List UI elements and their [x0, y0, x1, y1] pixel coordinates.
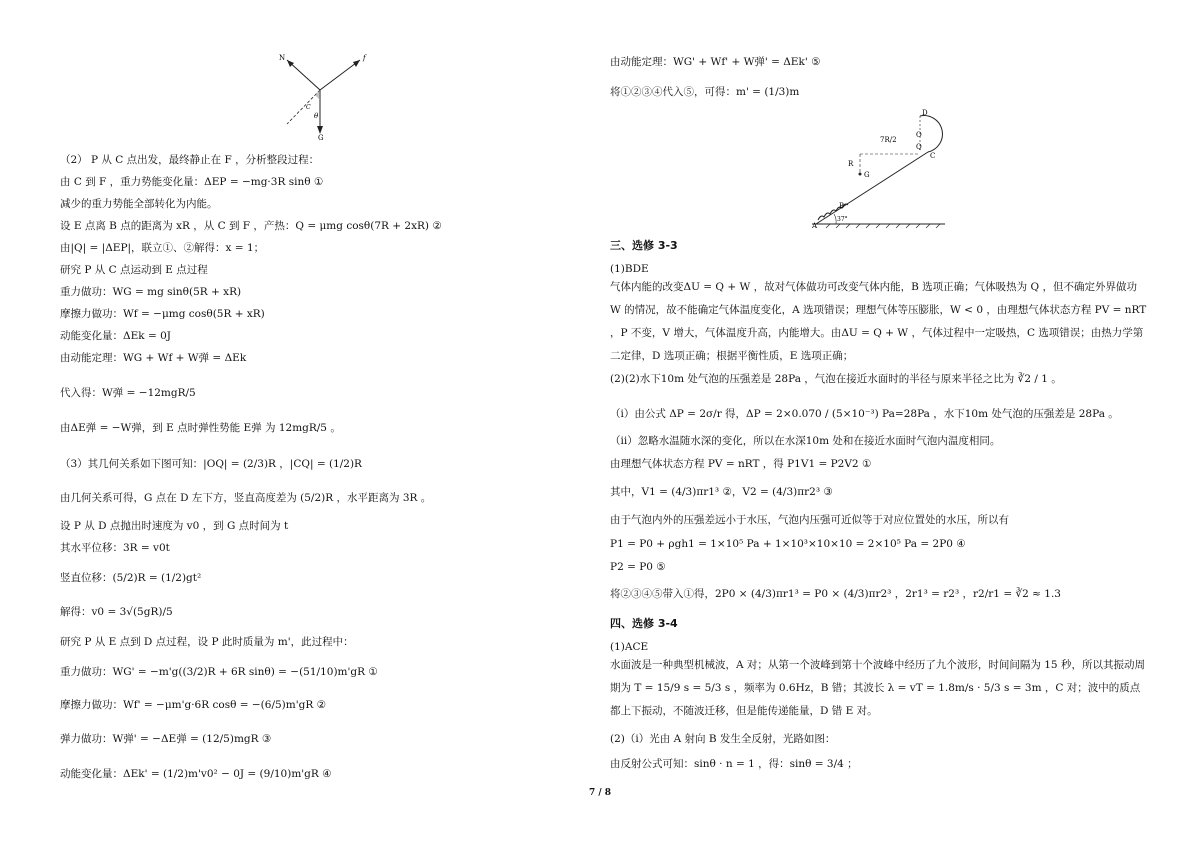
- text-line: （i）由公式 ΔP = 2σ/r 得，ΔP = 2×0.070 / (5×10⁻³) Pa=28Pa ，水下10m 处气泡的压强差是 28Pa 。: [610, 408, 1119, 420]
- text-line: 由于气泡内外的压强差远小于水压，气泡内压强可近似等于对应位置处的水压，所以有: [610, 514, 1009, 526]
- text-line: 设 P 从 D 点抛出时速度为 v0 ，到 G 点时间为 t: [60, 520, 289, 532]
- text-line: 由动能定理：WG' + Wf' + W弹' = ΔEk' ⑤: [610, 56, 821, 68]
- text-line: 研究 P 从 E 点到 D 点过程，设 P 此时质量为 m'，此过程中：: [60, 636, 354, 648]
- text-line: 摩擦力做功：Wf = −μmg cosθ(5R + xR): [60, 308, 265, 320]
- text-line: 由|Q| = |ΔEP|，联立①、②解得：x = 1；: [60, 242, 265, 254]
- text-line: 代入得：W弹 = −12mgR/5: [60, 387, 196, 399]
- answer-line: (1)BDE: [610, 263, 649, 275]
- text-line: 竖直位移：(5/2)R = (1/2)gt²: [60, 572, 202, 584]
- text-line: 摩擦力做功：Wf' = −μm'g·6R cosθ = −(6/5)m'gR ②: [60, 699, 326, 711]
- text-line: 由几何关系可得，G 点在 D 左下方，竖直高度差为 (5/2)R ，水平距离为 3R 。: [60, 492, 432, 504]
- text-line: （2） P 从 C 点出发，最终静止在 F ，分析整段过程：: [60, 154, 320, 166]
- label-a: A: [812, 222, 818, 230]
- label-r: R: [848, 160, 854, 168]
- answer-line: (1)ACE: [610, 641, 649, 653]
- label-c: C: [306, 104, 311, 111]
- text-line: 其水平位移：3R = v0t: [60, 542, 170, 554]
- label-n: N: [279, 54, 286, 62]
- label-o: O: [916, 131, 922, 139]
- label-f: f: [363, 54, 366, 62]
- text-line: （3）其几何关系如下图可知：|OQ| = (2/3)R ，|CQ| = (1/2)R: [60, 458, 362, 470]
- text-line: 动能变化量：ΔEk' = (1/2)m'v0² − 0J = (9/10)m'gR ④: [60, 768, 332, 780]
- label-q: Q: [916, 143, 922, 151]
- text-line: 动能变化量：ΔEk = 0J: [60, 330, 171, 342]
- section-title-3-3: 三、选修 3-3: [610, 239, 678, 252]
- label-g: G: [318, 134, 324, 142]
- label-c: C: [930, 152, 936, 160]
- force-diagram-figure: [275, 52, 395, 142]
- text-line: 弹力做功：W弹' = −ΔE弹 = (12/5)mgR ③: [60, 733, 272, 745]
- text-line: 解得：v0 = 3√(5gR)/5: [60, 606, 173, 618]
- text-line: 设 E 点离 B 点的距离为 xR ，从 C 到 F ，产热：Q = μmg cosθ(7R + 2xR) ②: [60, 220, 442, 232]
- label-angle: 37°: [837, 216, 848, 223]
- text-line: 由 C 到 F ，重力势能变化量：ΔEP = −mg·3R sinθ ①: [60, 176, 324, 188]
- text-line: 由反射公式可知：sinθ · n = 1 ，得：sinθ = 3/4 ；: [610, 758, 858, 770]
- text-line: 将②③④⑤带入①得，2P0 × (4/3)πr1³ = P0 × (4/3)πr2³ ，2r1³ = r2³ ，r2/r1 = ∛2 ≈ 1.3: [610, 588, 1061, 600]
- text-line: P1 = P0 + ρgh1 = 1×10⁵ Pa + 1×10³×10×10 = 2×10⁵ Pa = 2P0 ④: [610, 538, 966, 550]
- page-number: 7 / 8: [588, 788, 612, 798]
- paragraph-3-4: 水面波是一种典型机械波，A 对；从第一个波峰到第十个波峰中经历了九个波形，时间间隔为 15 秒，所以其振动周期为 T = 15/9 s = 5/3 s ，频率为 0.6Hz，B 错；其波长 λ = vT = 1.8m/s · 5/3 s = 3m ，C 对；波中的质点都上下振动，不随波迁移，但是能传递能量，D 错 E 对。: [610, 659, 1145, 717]
- label-7r-over-2: 7R/2: [880, 136, 897, 144]
- text-line: 其中，V1 = (4/3)πr1³ ②，V2 = (4/3)πr2³ ③: [610, 486, 833, 498]
- text-line: 由ΔE弹 = −W弹，到 E 点时弹性势能 E弹 为 12mgR/5 。: [60, 422, 341, 434]
- text-line: 将①②③④代入⑤，可得：m' = (1/3)m: [610, 86, 800, 98]
- paragraph-3-3: 气体内能的改变ΔU = Q + W ，故对气体做功可改变气体内能，B 选项正确；气体吸热为 Q ，但不确定外界做功 W 的情况，故不能确定气体温度变化，A 选项错误；理想气体等压膨胀，W < 0 ，由理想气体状态方程 PV = nRT ，P 不变，V 增大，气体温度升高，内能增大。由ΔU = Q + W ，气体过程中一定吸热，C 选项错误；由热力学第二定律，D 选项正确；根据平衡性质，E 选项正确；: [610, 281, 1147, 362]
- label-d: D: [922, 109, 928, 117]
- text-line: 由理想气体状态方程 PV = nRT ，得 P1V1 = P2V2 ①: [610, 458, 872, 470]
- text-line: 重力做功：WG = mg sinθ(5R + xR): [60, 286, 242, 298]
- label-b: B: [839, 202, 845, 210]
- incline-track-figure: [810, 104, 960, 234]
- label-g: G: [864, 171, 870, 179]
- label-theta: θ: [314, 112, 319, 120]
- text-line: P2 = P0 ⑤: [610, 561, 666, 573]
- text-line: 重力做功：WG' = −m'g((3/2)R + 6R sinθ) = −(51/10)m'gR ①: [60, 666, 378, 678]
- text-line: 由动能定理：WG + Wf + W弹 = ΔEk: [60, 352, 247, 364]
- section-title-3-4: 四、选修 3-4: [610, 617, 678, 630]
- text-line: （ii）忽略水温随水深的变化，所以在水深10m 处和在接近水面时气泡内温度相同。: [610, 435, 1001, 447]
- text-line: (2)(2)水下10m 处气泡的压强差是 28Pa ，气泡在接近水面时的半径与原来半径之比为 ∛2 / 1 。: [610, 373, 1062, 385]
- text-line: 减少的重力势能全部转化为内能。: [60, 198, 218, 210]
- text-line: 研究 P 从 C 点运动到 E 点过程: [60, 264, 208, 276]
- text-line: (2)（i）光由 A 射向 B 发生全反射，光路如图：: [610, 733, 836, 745]
